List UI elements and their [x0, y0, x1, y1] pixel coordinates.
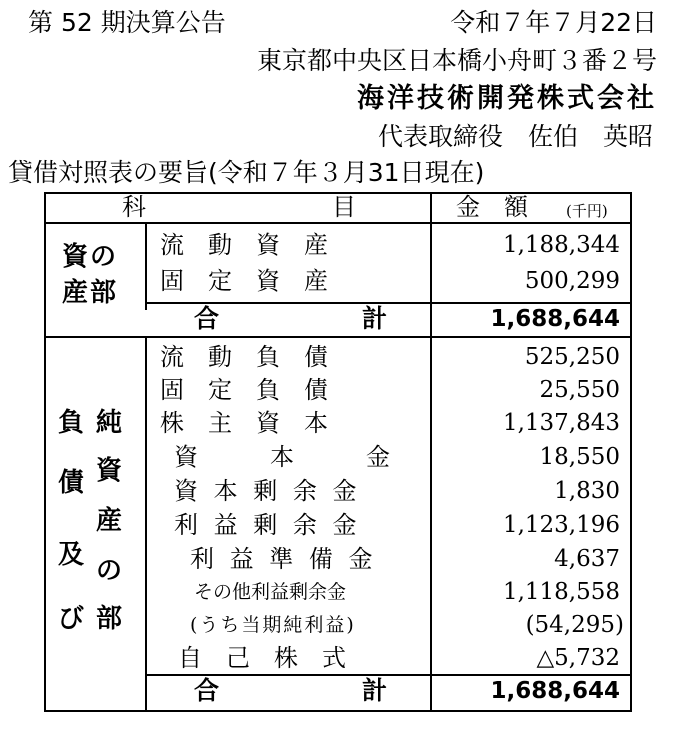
notice-date: 令和７年７月22日 — [450, 8, 657, 37]
header-item-1: 科 — [122, 193, 146, 221]
assets-section-divider — [145, 222, 147, 310]
liab-label-char: 純 — [96, 408, 123, 438]
liab-row-value: 1,118,558 — [502, 579, 620, 605]
assets-total-label-right: 計 — [362, 304, 388, 333]
liab-row-value: 4,637 — [554, 546, 620, 572]
liab-row-label: (うち当期純利益) — [190, 614, 356, 636]
liab-label-char: 及 — [58, 540, 85, 570]
liab-label-char: び — [58, 604, 85, 634]
liab-total-value: 1,688,644 — [490, 678, 620, 704]
header-item-2: 目 — [332, 193, 356, 221]
liab-row-value: 1,137,843 — [502, 410, 620, 436]
liab-row-value: 1,123,196 — [502, 512, 620, 538]
liab-row-value: 1,830 — [554, 478, 620, 504]
company-name: 海洋技術開発株式会社 — [357, 83, 657, 114]
liab-row-label: 利 益 準 備 金 — [190, 545, 377, 573]
liab-total-label-right: 計 — [362, 676, 388, 705]
company-address: 東京都中央区日本橋小舟町３番２号 — [256, 46, 657, 75]
liab-row-label: 資 本 金 — [174, 443, 390, 471]
liab-row-label: 自 己 株 式 — [178, 644, 346, 672]
assets-row-label: 固 定 資 産 — [160, 267, 328, 295]
liab-row-label: 資 本 剰 余 金 — [174, 477, 361, 505]
liab-label-char: 資 — [96, 456, 123, 486]
liab-row-label: 固 定 負 債 — [160, 376, 328, 404]
representative: 代表取締役 佐伯 英昭 — [377, 122, 653, 151]
liab-row-label: その他利益剰余金 — [194, 581, 347, 603]
liab-label-char: 部 — [96, 604, 123, 634]
liab-row-value: 18,550 — [539, 444, 620, 470]
liab-row-value: 25,550 — [539, 377, 620, 403]
header-unit: (千円) — [566, 202, 608, 220]
liab-row-value: 525,250 — [524, 344, 620, 370]
assets-row-label: 流 動 資 産 — [160, 231, 328, 259]
notice-title: 第 52 期決算公告 — [28, 8, 226, 37]
assets-row-value: 1,188,344 — [502, 232, 620, 258]
liab-row-label: 利 益 剰 余 金 — [174, 511, 361, 539]
assets-section-label-2: 産部 — [62, 278, 119, 308]
balance-sheet-table — [44, 192, 632, 712]
amount-column-divider — [430, 192, 432, 710]
liab-label-char: の — [96, 556, 123, 586]
liab-row-label: 流 動 負 債 — [160, 343, 328, 371]
liab-total-label-left: 合 — [194, 676, 220, 705]
sheet-title: 貸借対照表の要旨(令和７年３月31日現在) — [8, 158, 485, 187]
liab-row-value: △5,732 — [536, 645, 620, 671]
section-separator — [44, 336, 632, 338]
liab-label-char: 産 — [96, 506, 123, 536]
assets-total-value: 1,688,644 — [490, 306, 620, 332]
header-amount: 金 額 — [456, 193, 528, 221]
header-divider — [44, 222, 632, 224]
assets-section-label-1: 資の — [62, 242, 119, 272]
assets-row-value: 500,299 — [524, 268, 620, 294]
liab-label-char: 債 — [58, 468, 85, 498]
liab-row-label: 株 主 資 本 — [160, 409, 328, 437]
liabilities-section-divider — [145, 336, 147, 710]
liab-label-char: 負 — [58, 408, 85, 438]
assets-total-label-left: 合 — [194, 304, 220, 333]
liab-row-value: (54,295) — [525, 612, 624, 638]
